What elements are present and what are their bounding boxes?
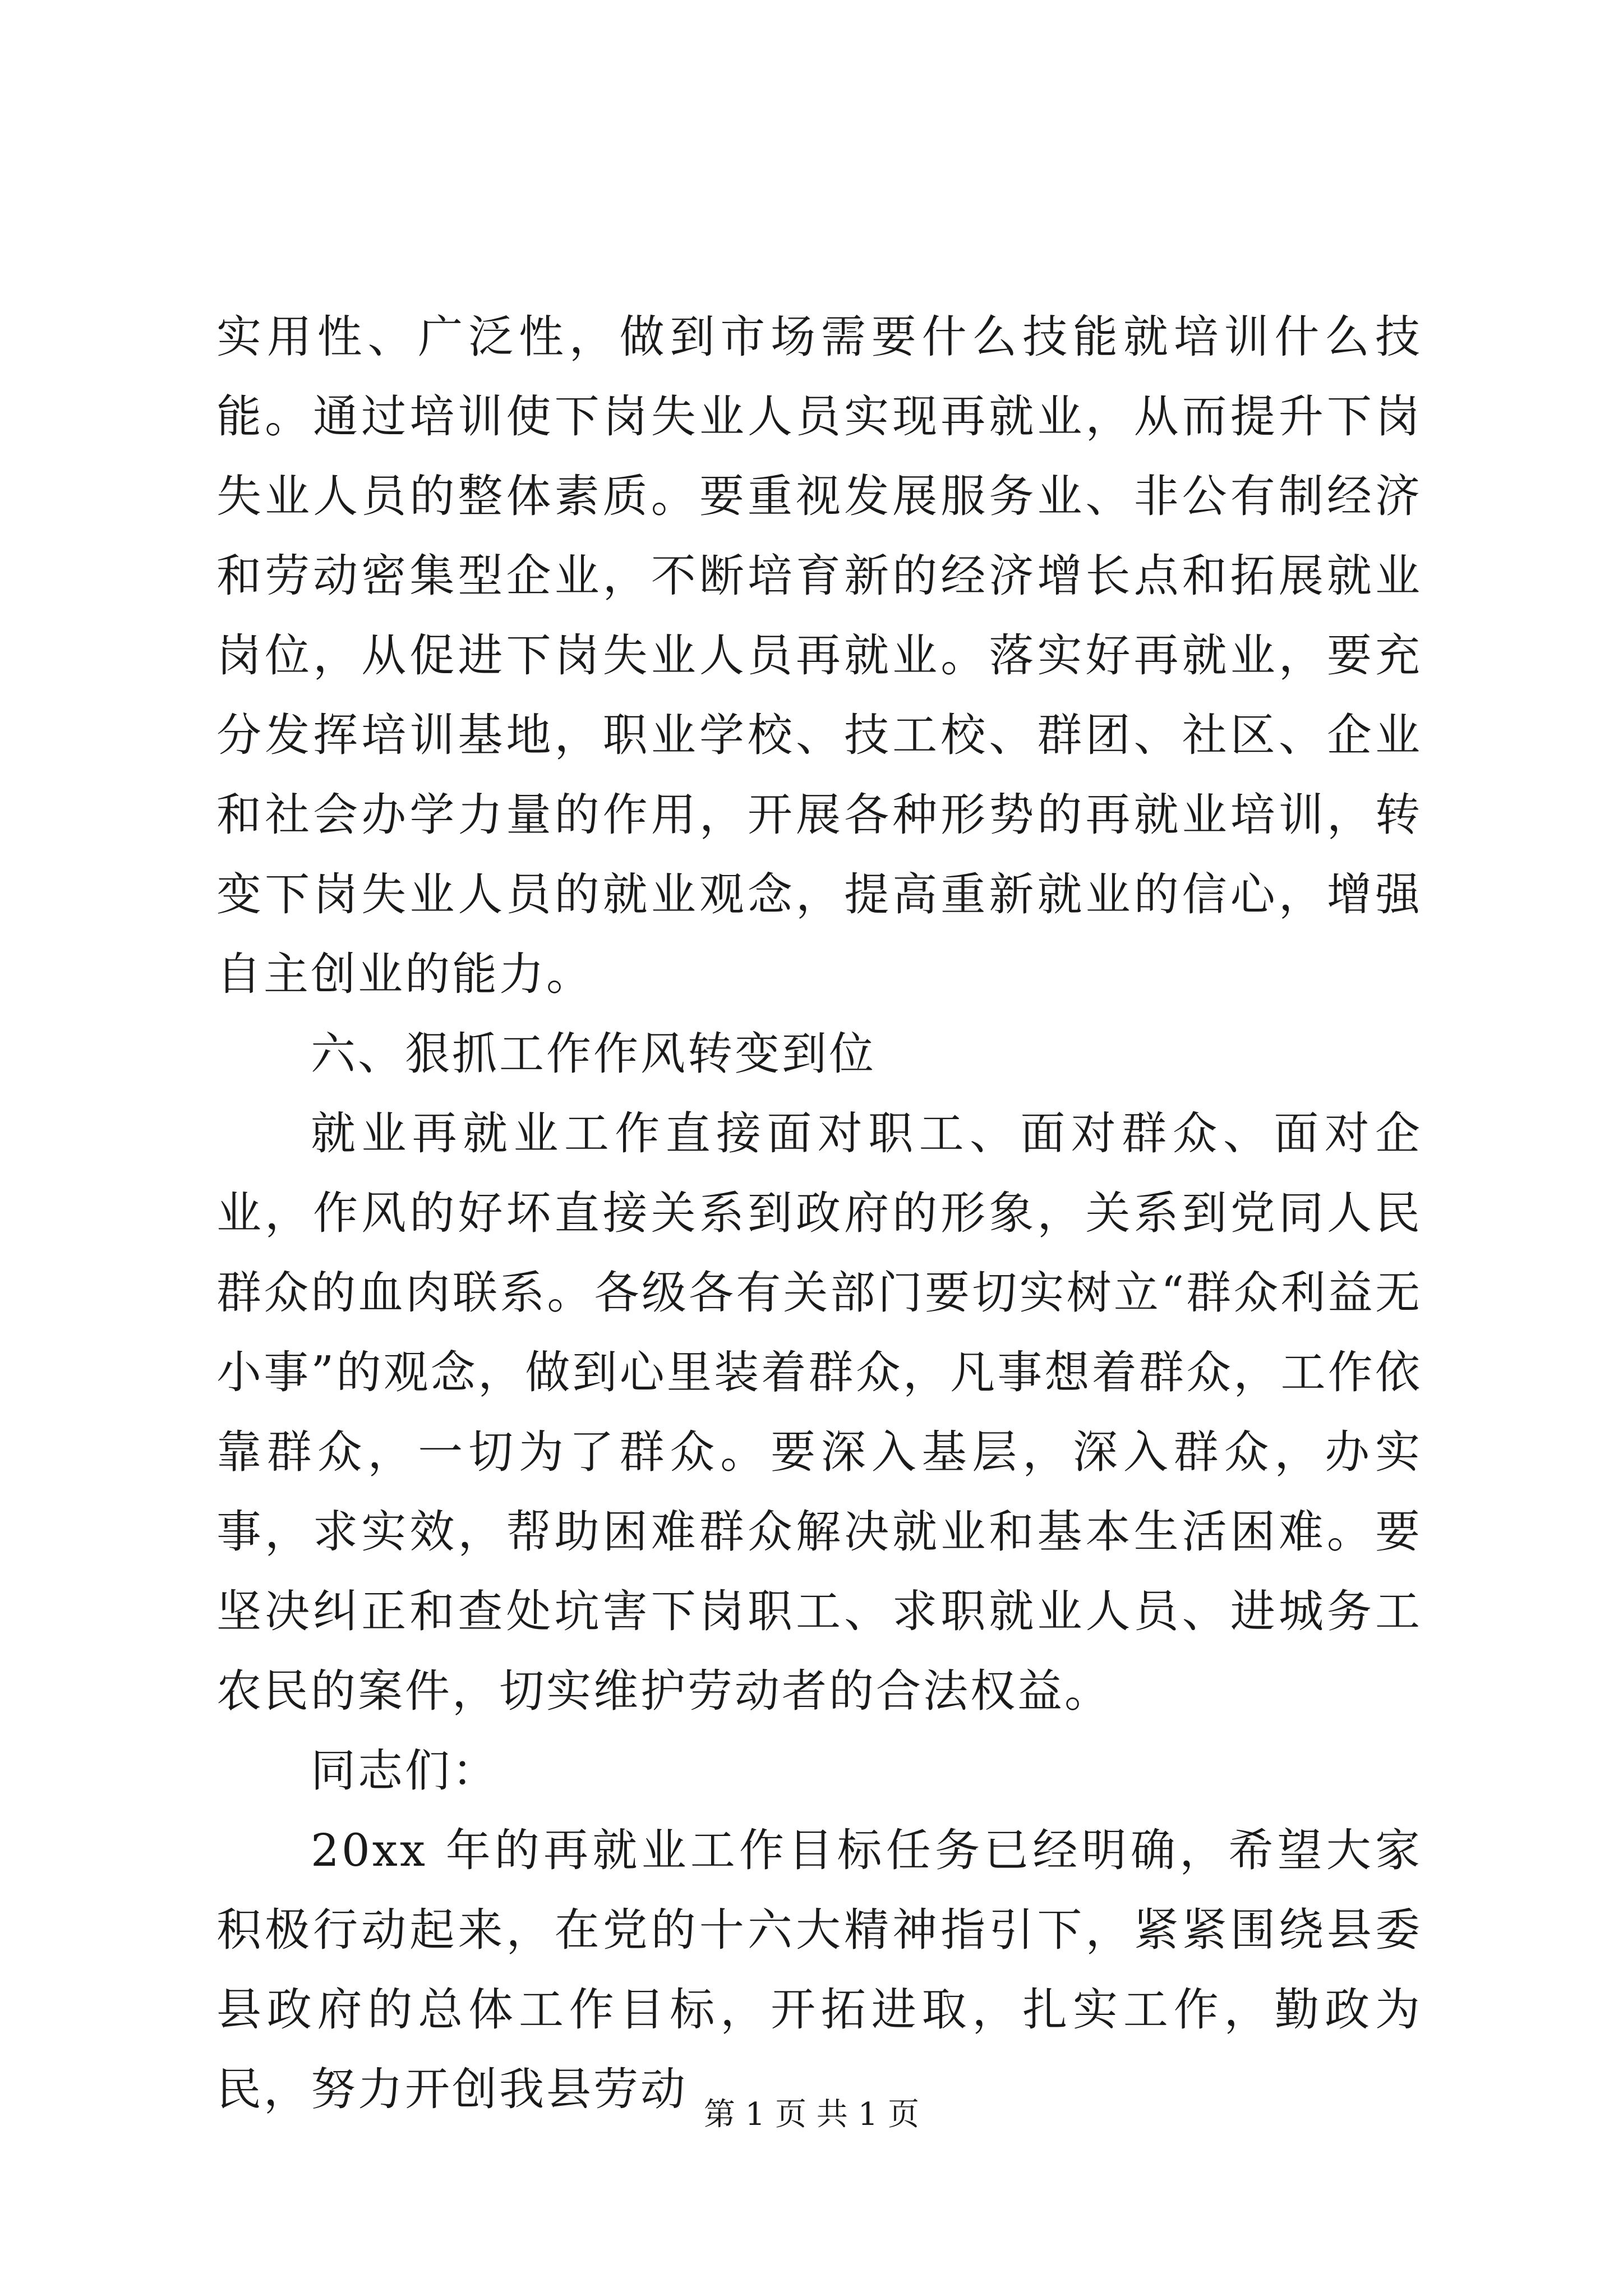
document-body — [216, 297, 1422, 2129]
salutation-comrades: 同志们： — [311, 1745, 499, 1797]
page-footer: 第 1 页 共 1 页 — [703, 2096, 920, 2133]
paragraph-training-reemployment: 实用性、广泛性，做到市场需要什么技能就培训什么技能。通过培训使下岗失业人员实现再就业，从而提升下岗失业人员的整体素质。要重视发展服务业、非公有制经济和劳动密集型企业，不断培育新的经济增长点和拓展就业岗位，从促进下岗失业人员再就业。落实好再就业，要充分发挥培训基地，职业学校、技工校、群团、社区、企业和社会办学力量的作用，开展各种形势的再就业培训，转变下岗失业人员的就业观念，提高重新就业的信心，增强自主创业的能力。 — [216, 311, 1422, 1000]
paragraph-closing: 20xx 年的再就业工作目标任务已经明确，希望大家积极行动起来，在党的十六大精神指引下，紧紧围绕县委县政府的总体工作目标，开拓进取，扎实工作，勤政为民，努力开创我县劳动 — [216, 1824, 1422, 2115]
paragraph-work-style: 就业再就业工作直接面对职工、面对群众、面对企业，作风的好坏直接关系到政府的形象，关系到党同人民群众的血肉联系。各级各有关部门要切实树立“群众利益无小事”的观念，做到心里装着群众，凡事想着群众，工作依靠群众，一切为了群众。要深入基层，深入群众，办实事，求实效，帮助困难群众解决就业和基本生活困难。要坚决纠正和查处坑害下岗职工、求职就业人员、进城务工农民的案件，切实维护劳动者的合法权益。 — [216, 1107, 1422, 1717]
section-heading-work-style: 六、狠抓工作作风转变到位 — [311, 1028, 876, 1080]
